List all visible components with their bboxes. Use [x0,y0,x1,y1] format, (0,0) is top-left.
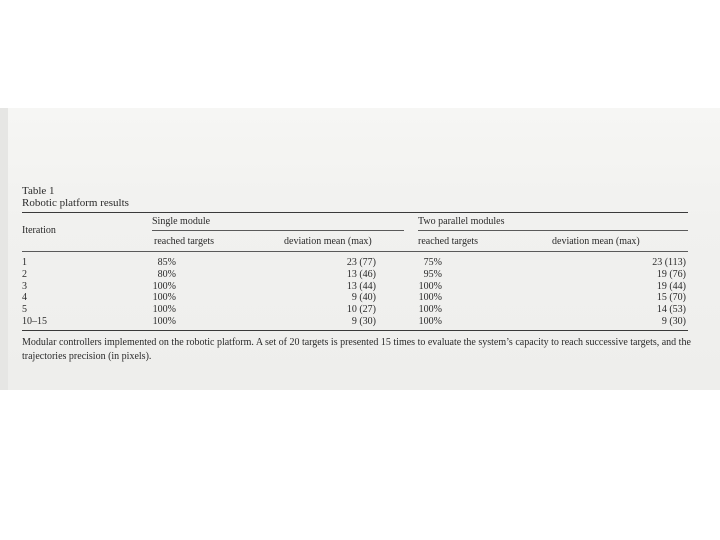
cell-parallel-deviation: 23 (113) [652,257,686,268]
cell-single-deviation: 13 (46) [346,268,376,280]
table-label: Table 1 [22,185,55,197]
cell-single-deviation: 9 (40) [351,292,376,304]
bottom-rule [22,330,688,331]
cell-single-reached: 100% [152,292,176,304]
cell-single-reached: 100% [152,304,176,316]
table-footnote: Modular controllers implemented on the robotic platform. A set of 20 targets is presented 15 times to evaluate the system’s capacity to reach successive targets, and the trajectories precision (in pixels). [22,336,691,362]
header-reached-parallel: reached targets [418,236,479,247]
header-deviation-parallel: deviation mean (max) [552,236,640,247]
cell-parallel-reached: 95% [423,268,442,280]
cell-parallel-reached: 100% [418,315,442,327]
group-parallel-rule [418,230,688,231]
header-group-parallel: Two parallel modules [418,216,505,227]
cell-iteration: 2 [22,268,27,280]
cell-parallel-reached: 100% [418,292,442,304]
cell-single-deviation: 23 (77) [346,257,376,268]
cell-parallel-deviation: 9 (30) [661,315,686,327]
cell-iteration: 4 [22,292,27,304]
table-row [22,269,688,281]
table-body [22,252,688,330]
cell-parallel-deviation: 14 (53) [656,304,686,316]
cell-iteration: 5 [22,304,27,316]
cell-single-reached: 80% [157,268,176,280]
cell-parallel-deviation: 15 (70) [656,292,686,304]
table-row [22,316,688,328]
cell-single-reached: 100% [152,280,176,292]
header-deviation-single: deviation mean (max) [284,236,372,247]
header-reached-single: reached targets [154,236,215,247]
table-row [22,257,688,269]
cell-single-deviation: 9 (30) [351,315,376,327]
cell-single-reached: 85% [157,257,176,268]
cell-iteration: 10–15 [22,315,47,327]
cell-parallel-reached: 100% [418,280,442,292]
cell-single-reached: 100% [152,315,176,327]
table-row [22,304,688,316]
results-table [22,185,691,364]
table-header [22,213,688,251]
table-title: Robotic platform results [22,197,129,209]
cell-parallel-reached: 75% [423,257,442,268]
cell-iteration: 3 [22,280,27,292]
group-single-rule [152,230,404,231]
cell-single-deviation: 10 (27) [346,304,376,316]
cell-single-deviation: 13 (44) [346,280,376,292]
cell-iteration: 1 [22,257,27,268]
cell-parallel-deviation: 19 (44) [656,280,686,292]
table-row [22,292,688,304]
table-row [22,281,688,293]
cell-parallel-deviation: 19 (76) [656,268,686,280]
scan-edge [0,108,8,390]
header-group-single: Single module [152,216,211,227]
header-iteration: Iteration [22,225,56,236]
cell-parallel-reached: 100% [418,304,442,316]
